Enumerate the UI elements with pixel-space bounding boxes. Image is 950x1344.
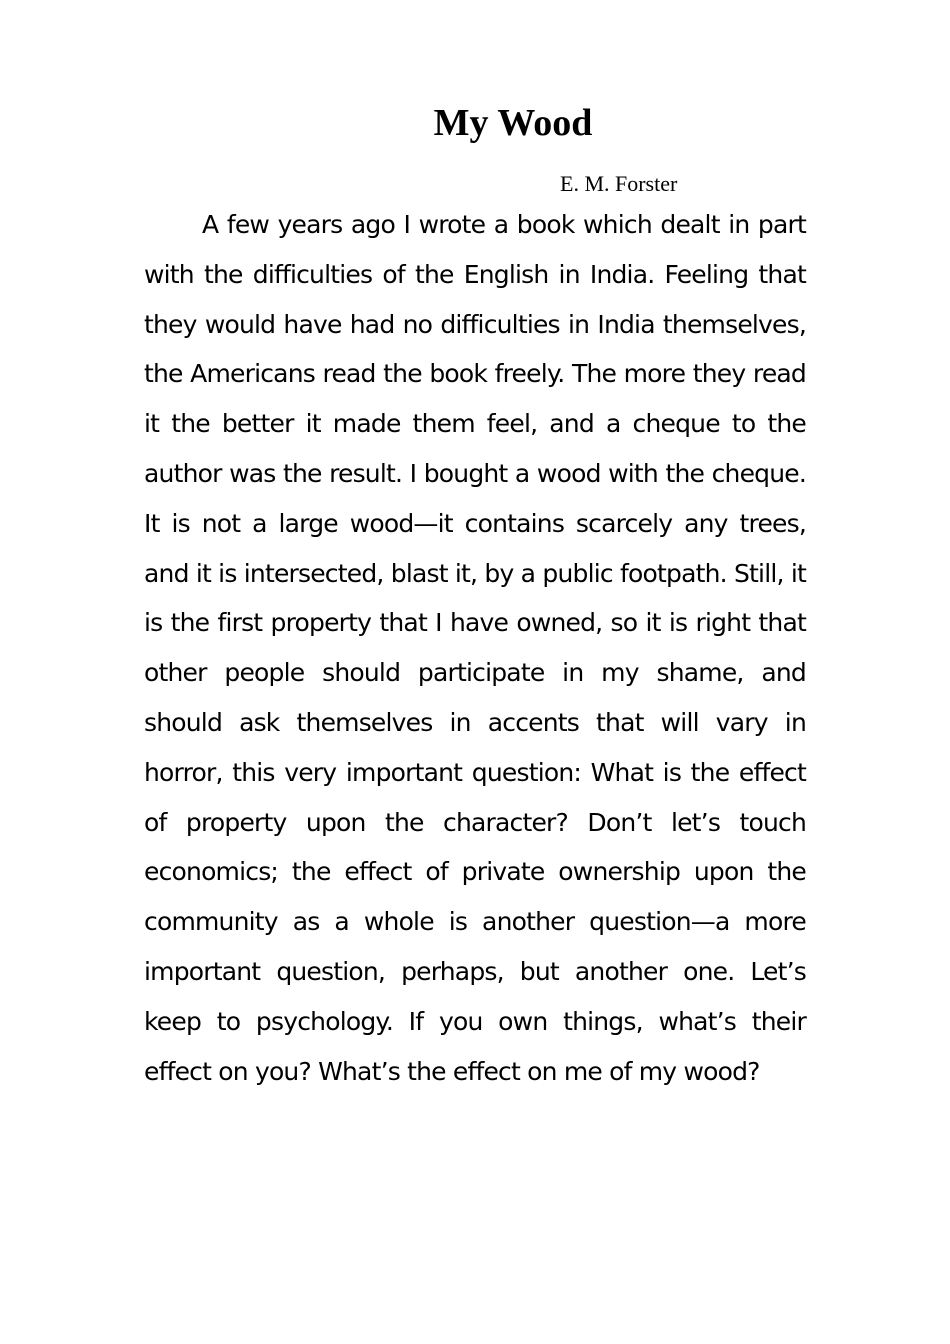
essay-title: My Wood <box>433 102 593 144</box>
author-name: E. M. Forster <box>560 171 678 196</box>
essay-paragraph: A few years ago I wrote a book which dealt in part with the difficulties of the English in India. Feeling that they would have had no difficulties in India themselves, the Americans read the book freely. The more they read it the better it made them feel, and a cheque to the author was the result. I bought a wood with the cheque. It is not a large wood—it contains scarcely any trees, and it is intersected, blast it, by a public footpath. Still, it is the first property that I have owned, so it is right that other people should participate in my shame, and should ask themselves in accents that will vary in horror, this very important question: What is the effect of property upon the character? Don’t let’s touch economics; the effect of private ownership upon the community as a whole is another question—a more important question, perhaps, but another one. Let’s keep to psychology. If you own things, what’s their effect on you? What’s the effect on me of my wood? <box>144 210 806 1086</box>
